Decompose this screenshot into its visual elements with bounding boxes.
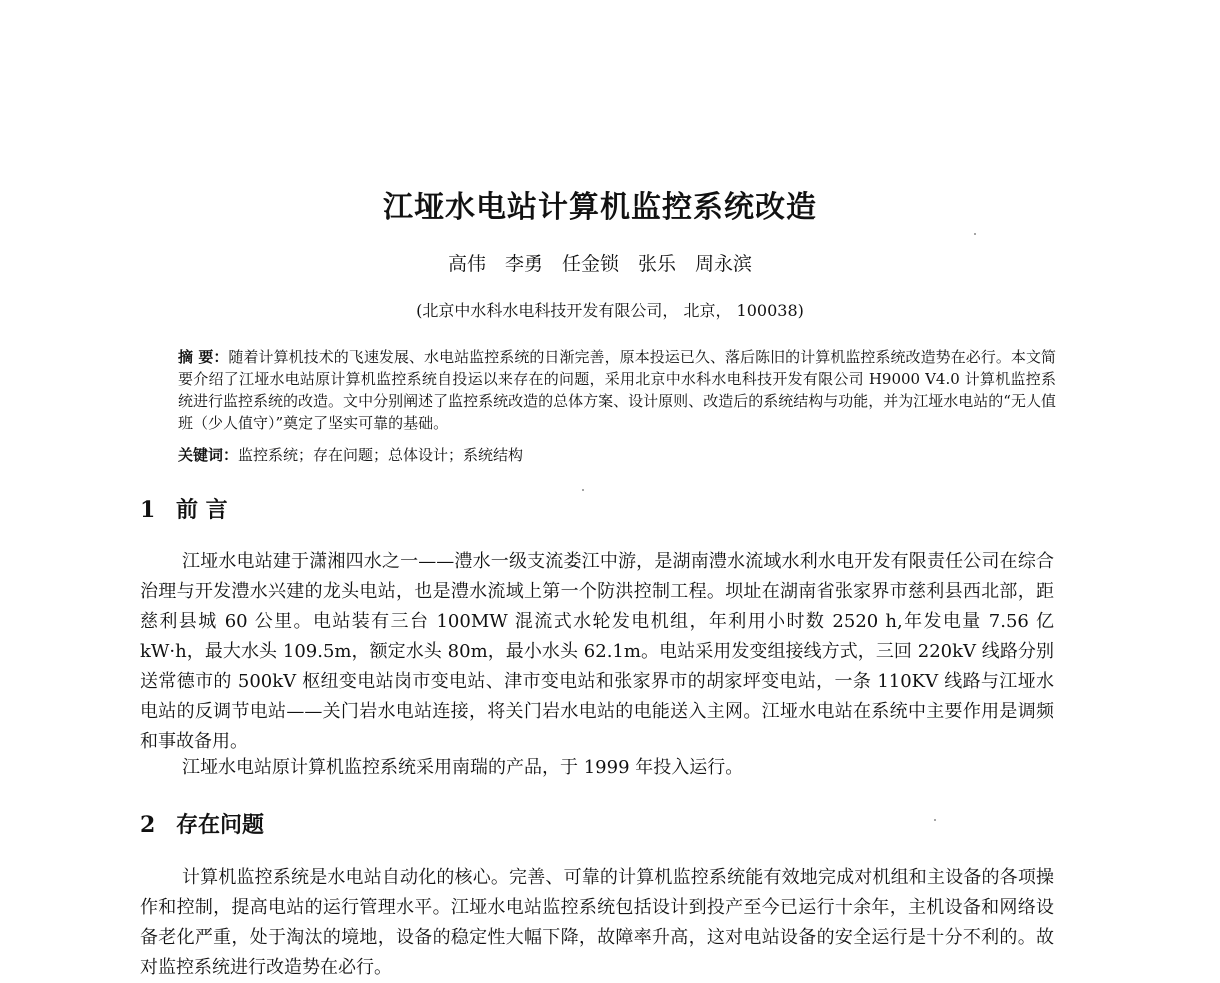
affiliation: (北京中水科水电科技开发有限公司， 北京， 100038) <box>416 301 804 320</box>
scan-speck <box>934 819 936 821</box>
abstract-text: 随着计算机技术的飞速发展、水电站监控系统的日渐完善，原本投运已久、落后陈旧的计算机监控系统改造势在必行。本文简要介绍了江垭水电站原计算机监控系统自投运以来存在的问题，采用北京中水科水电科技开发有限公司 H9000 V4.0 计算机监控系统进行监控系统的改造。文中分别阐述了监控系统改造的总体方案、设计原则、改造后的系统结构与功能，并为江垭水电站的“无人值班（少人值守）”奠定了坚实可靠的基础。 <box>178 348 1056 432</box>
section-heading-problems <box>140 808 264 839</box>
abstract-block <box>178 346 1056 434</box>
keywords-text: 监控系统；存在问题；总体设计；系统结构 <box>238 446 524 464</box>
paper-title: 江垭水电站计算机监控系统改造 <box>383 190 817 225</box>
section-title: 存在问题 <box>176 812 265 838</box>
keywords-label: 关键词： <box>178 446 239 464</box>
section-number: 2 <box>140 812 156 838</box>
scan-speck <box>974 233 976 235</box>
section-number: 1 <box>140 497 156 523</box>
scan-speck <box>582 489 584 491</box>
abstract-label: 摘 要： <box>178 348 229 366</box>
body-paragraph: 江垭水电站建于潇湘四水之一——澧水一级支流娄江中游，是湖南澧水流域水利水电开发有限责任公司在综合治理与开发澧水兴建的龙头电站，也是澧水流域上第一个防洪控制工程。坝址在湖南省张家界市慈利县西北部，距慈利县城 60 公里。电站装有三台 100MW 混流式水轮发电机组，年利用小时数 2520 h,年发电量 7.56 亿 kW·h，最大水头 109.5m，额定水头 80m，最小水头 62.1m。电站采用发变组接线方式，三回 220kV 线路分别送常德市的 500kV 枢纽变电站岗市变电站、津市变电站和张家界市的胡家坪变电站，一条 110KV 线路与江垭水电站的反调节电站——关门岩水电站连接，将关门岩水电站的电能送入主网。江垭水电站在系统中主要作用是调频和事故备用。 <box>140 551 1054 752</box>
section-heading-intro <box>140 493 228 524</box>
keywords-block <box>178 444 1056 466</box>
body-paragraph: 江垭水电站原计算机监控系统采用南瑞的产品，于 1999 年投入运行。 <box>182 757 744 778</box>
author-list: 高伟 李勇 任金锁 张乐 周永滨 <box>447 253 752 275</box>
body-paragraph: 计算机监控系统是水电站自动化的核心。完善、可靠的计算机监控系统能有效地完成对机组和主设备的各项操作和控制，提高电站的运行管理水平。江垭水电站监控系统包括设计到投产至今已运行十余年，主机设备和网络设备老化严重，处于淘汰的境地，设备的稳定性大幅下降，故障率升高，这对电站设备的安全运行是十分不利的。故对监控系统进行改造势在必行。 <box>140 867 1054 978</box>
section-title: 前 言 <box>176 497 228 523</box>
